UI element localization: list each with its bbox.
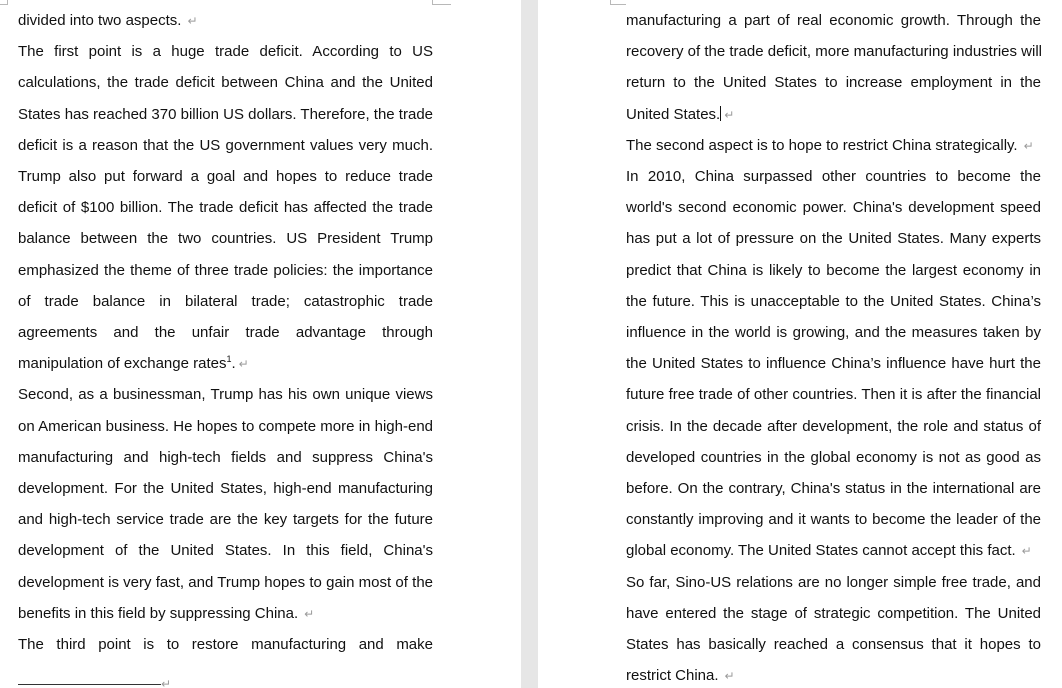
line-text: and high-tech service trade are the key targets for the future <box>18 511 433 529</box>
paragraph-mark: ↵ <box>1021 544 1032 559</box>
line-text: world's second economic power. China's development speed <box>626 199 1041 217</box>
line-text: predict that China is likely to become the largest economy in <box>626 261 1041 279</box>
line-text: development. For the United States, high-end manufacturing <box>18 480 433 497</box>
line-text: of trade balance in bilateral trade; catastrophic trade <box>18 292 433 310</box>
text-line <box>626 667 1041 688</box>
line-text: balance between the two countries. US President Trump <box>18 230 433 248</box>
text-line <box>18 542 433 573</box>
line-text: Second, as a businessman, Trump has his own unique views <box>18 386 433 404</box>
text-line <box>626 74 1041 105</box>
paragraph-mark: ↵ <box>304 606 315 621</box>
text-line <box>18 355 433 386</box>
text-line <box>18 418 433 449</box>
line-text: So far, Sino-US relations are no longer simple free trade, and <box>626 573 1041 591</box>
text-line <box>626 230 1041 261</box>
text-line <box>18 230 433 261</box>
crop-mark <box>610 4 626 5</box>
line-text: future free trade of other countries. Then it is after the financial <box>626 386 1041 404</box>
text-line <box>626 168 1041 199</box>
text-line <box>18 43 433 74</box>
line-text: manufacturing a part of real economic growth. Through the <box>626 12 1041 29</box>
line-text: the United States to influence China’s influence have hurt the <box>626 355 1041 373</box>
text-line <box>18 511 433 542</box>
paragraph-mark: ↵ <box>187 14 198 28</box>
footnote-separator <box>18 684 161 685</box>
line-text: global economy. The United States cannot accept this fact. <box>626 542 1016 560</box>
text-line <box>626 418 1041 449</box>
paragraph-mark: ↵ <box>161 677 172 688</box>
paragraph-mark: ↵ <box>724 669 735 684</box>
text-line <box>18 636 433 667</box>
text-line <box>626 324 1041 355</box>
text-line <box>18 106 433 137</box>
text-line <box>626 262 1041 293</box>
paragraph-mark: ↵ <box>1023 138 1034 153</box>
line-text: The second aspect is to hope to restrict China strategically. <box>626 136 1018 154</box>
text-line <box>18 605 433 636</box>
text-line <box>18 386 433 417</box>
paragraph-mark: ↵ <box>724 107 735 122</box>
line-text: emphasized the theme of three trade policies: the importance <box>18 261 433 279</box>
right-page-text[interactable] <box>626 12 1041 688</box>
text-line <box>626 636 1041 667</box>
footnote-reference[interactable]: 1 <box>226 354 232 365</box>
text-line <box>626 480 1041 511</box>
line-text: In 2010, China surpassed other countries to become the <box>626 168 1041 185</box>
left-page-text[interactable] <box>18 12 433 688</box>
text-line <box>18 137 433 168</box>
right-page <box>538 0 1062 688</box>
text-line <box>18 74 433 105</box>
text-line <box>18 449 433 480</box>
line-text: the future. This is unacceptable to the United States. China’s <box>626 292 1041 310</box>
line-text: has put a lot of pressure on the United States. Many experts <box>626 230 1041 248</box>
text-line <box>626 542 1041 573</box>
line-text: States has reached 370 billion US dollars. Therefore, the trade <box>18 105 433 123</box>
line-text: benefits in this field by suppressing China. <box>18 604 299 622</box>
text-line <box>18 293 433 324</box>
text-line <box>18 480 433 511</box>
text-line <box>626 199 1041 230</box>
line-text: United States. <box>626 105 721 123</box>
text-line <box>626 293 1041 324</box>
line-text: constantly improving and it wants to become the leader of the <box>626 511 1041 529</box>
text-line <box>626 12 1041 43</box>
line-text: deficit is a reason that the US government values very much. <box>18 136 433 154</box>
text-line <box>18 574 433 605</box>
line-text: divided into two aspects. <box>18 12 182 29</box>
line-text: agreements and the unfair trade advantage through <box>18 324 433 341</box>
text-line <box>626 43 1041 74</box>
text-line <box>626 605 1041 636</box>
line-text: crisis. In the decade after development, the role and status of <box>626 417 1041 435</box>
line-text: States has basically reached a consensus that it hopes to <box>626 636 1041 653</box>
text-cursor <box>720 106 721 121</box>
text-line <box>626 355 1041 386</box>
line-text: deficit of $100 billion. The trade deficit has affected the trade <box>18 199 433 217</box>
text-line <box>18 199 433 230</box>
line-text: calculations, the trade deficit between China and the United <box>18 74 433 92</box>
text-line <box>18 12 433 43</box>
line-text: manipulation of exchange rates <box>18 355 227 373</box>
line-text: development of the United States. In this field, China's <box>18 542 433 560</box>
line-text: The first point is a huge trade deficit. According to US <box>18 43 433 61</box>
paragraph-mark: ↵ <box>238 357 249 372</box>
line-text: recovery of the trade deficit, more manufacturing industries will <box>626 43 1043 61</box>
text-line <box>18 324 433 355</box>
text-line <box>626 106 1041 137</box>
text-line <box>18 262 433 293</box>
line-text: influence in the world is growing, and the measures taken by <box>626 324 1041 341</box>
line-text: on American business. He hopes to compete more in high-end <box>18 417 433 435</box>
crop-mark <box>432 4 451 5</box>
left-page <box>0 0 521 688</box>
text-line <box>18 168 433 199</box>
line-text: The third point is to restore manufacturing and make <box>18 636 433 653</box>
crop-mark <box>0 4 8 5</box>
line-text: developed countries in the global economy is not as good as <box>626 448 1041 466</box>
line-text: have entered the stage of strategic competition. The United <box>626 604 1041 622</box>
text-line <box>626 511 1041 542</box>
text-line <box>626 574 1041 605</box>
line-text: return to the United States to increase employment in the <box>626 74 1041 92</box>
text-line <box>626 137 1041 168</box>
text-line <box>626 449 1041 480</box>
text-line <box>626 386 1041 417</box>
line-text: manufacturing and high-tech fields and suppress China's <box>18 448 433 466</box>
line-text-tail: . <box>231 355 236 373</box>
line-text: development is very fast, and Trump hopes to gain most of the <box>18 573 433 591</box>
line-text: before. On the contrary, China's status in the international are <box>626 480 1041 497</box>
line-text: Trump also put forward a goal and hopes to reduce trade <box>18 168 433 185</box>
line-text: restrict China. <box>626 667 719 685</box>
